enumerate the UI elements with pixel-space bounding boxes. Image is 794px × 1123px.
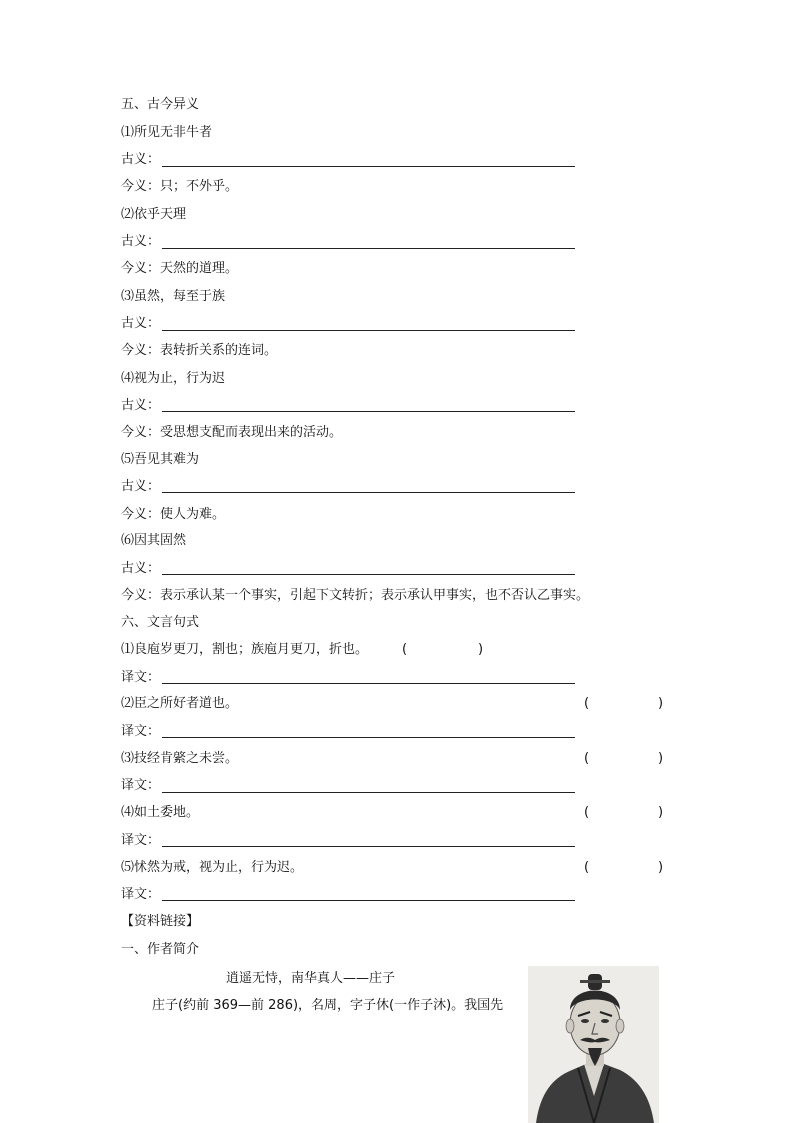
paren-open: ( [584,805,590,820]
paren-close: ) [658,860,664,875]
gu-label: 古义： [121,152,161,167]
paren-open: ( [584,696,590,711]
answer-blank[interactable] [410,641,476,659]
material-heading: 【资料链接】 [121,914,200,929]
jin-meaning: 今义：表转折关系的连词。 [121,343,278,358]
section-heading: 六、文言句式 [121,615,200,630]
translation-label: 译文： [121,833,161,848]
gu-label: 古义： [121,398,161,413]
gu-label: 古义： [121,561,161,576]
sentence: ⑷如土委地。 [121,805,200,820]
sentence: ⑴良庖岁更刀，割也；族庖月更刀，折也。 [121,642,369,657]
paren-close: ) [658,751,664,766]
answer-line[interactable] [162,792,575,793]
jin-meaning: 今义：受思想支配而表现出来的活动。 [121,425,343,440]
answer-blank[interactable] [592,750,656,768]
answer-line[interactable] [162,737,575,738]
paren-open: ( [402,642,408,657]
answer-line[interactable] [162,846,575,847]
sentence: ⑶技经肯綮之未尝。 [121,751,239,766]
answer-line[interactable] [162,411,575,412]
answer-line[interactable] [162,248,575,249]
jin-meaning: 今义：只；不外乎。 [121,179,239,194]
answer-line[interactable] [162,683,575,684]
zhuangzi-portrait [528,966,659,1123]
answer-line[interactable] [162,330,575,331]
item-prompt: ⑶虽然，每至于族 [121,289,226,304]
gu-label: 古义： [121,234,161,249]
paren-close: ) [658,696,664,711]
item-prompt: ⑵依乎天理 [121,207,187,222]
gu-label: 古义： [121,316,161,331]
author-text: 庄子(约前 369—前 286)，名周，字子休(一作子沐)。我国先 [152,998,504,1013]
jin-meaning: 今义：使人为难。 [121,507,226,522]
answer-line[interactable] [162,492,575,493]
author-title: 逍遥无恃，南华真人——庄子 [226,971,396,986]
section-heading: 五、古今异义 [121,97,200,112]
answer-line[interactable] [162,166,575,167]
jin-meaning: 今义：表示承认某一个事实，引起下文转折；表示承认甲事实，也不否认乙事实。 [121,588,590,603]
paren-close: ) [658,805,664,820]
translation-label: 译文： [121,670,161,685]
gu-label: 古义： [121,479,161,494]
jin-meaning: 今义：天然的道理。 [121,261,239,276]
translation-label: 译文： [121,724,161,739]
answer-blank[interactable] [592,859,656,877]
answer-line[interactable] [162,574,575,575]
paren-open: ( [584,751,590,766]
translation-label: 译文： [121,778,161,793]
item-prompt: ⑷视为止，行为迟 [121,371,226,386]
paren-open: ( [584,860,590,875]
sentence: ⑵臣之所好者道也。 [121,696,239,711]
item-prompt: ⑸吾见其难为 [121,452,200,467]
answer-blank[interactable] [592,804,656,822]
paren-close: ) [478,642,484,657]
translation-label: 译文： [121,887,161,902]
sentence: ⑸怵然为戒，视为止，行为迟。 [121,860,304,875]
item-prompt: ⑴所见无非牛者 [121,125,213,140]
author-subheading: 一、作者简介 [121,942,200,957]
answer-blank[interactable] [592,695,656,713]
answer-line[interactable] [162,900,575,901]
item-prompt: ⑹因其固然 [121,533,187,548]
